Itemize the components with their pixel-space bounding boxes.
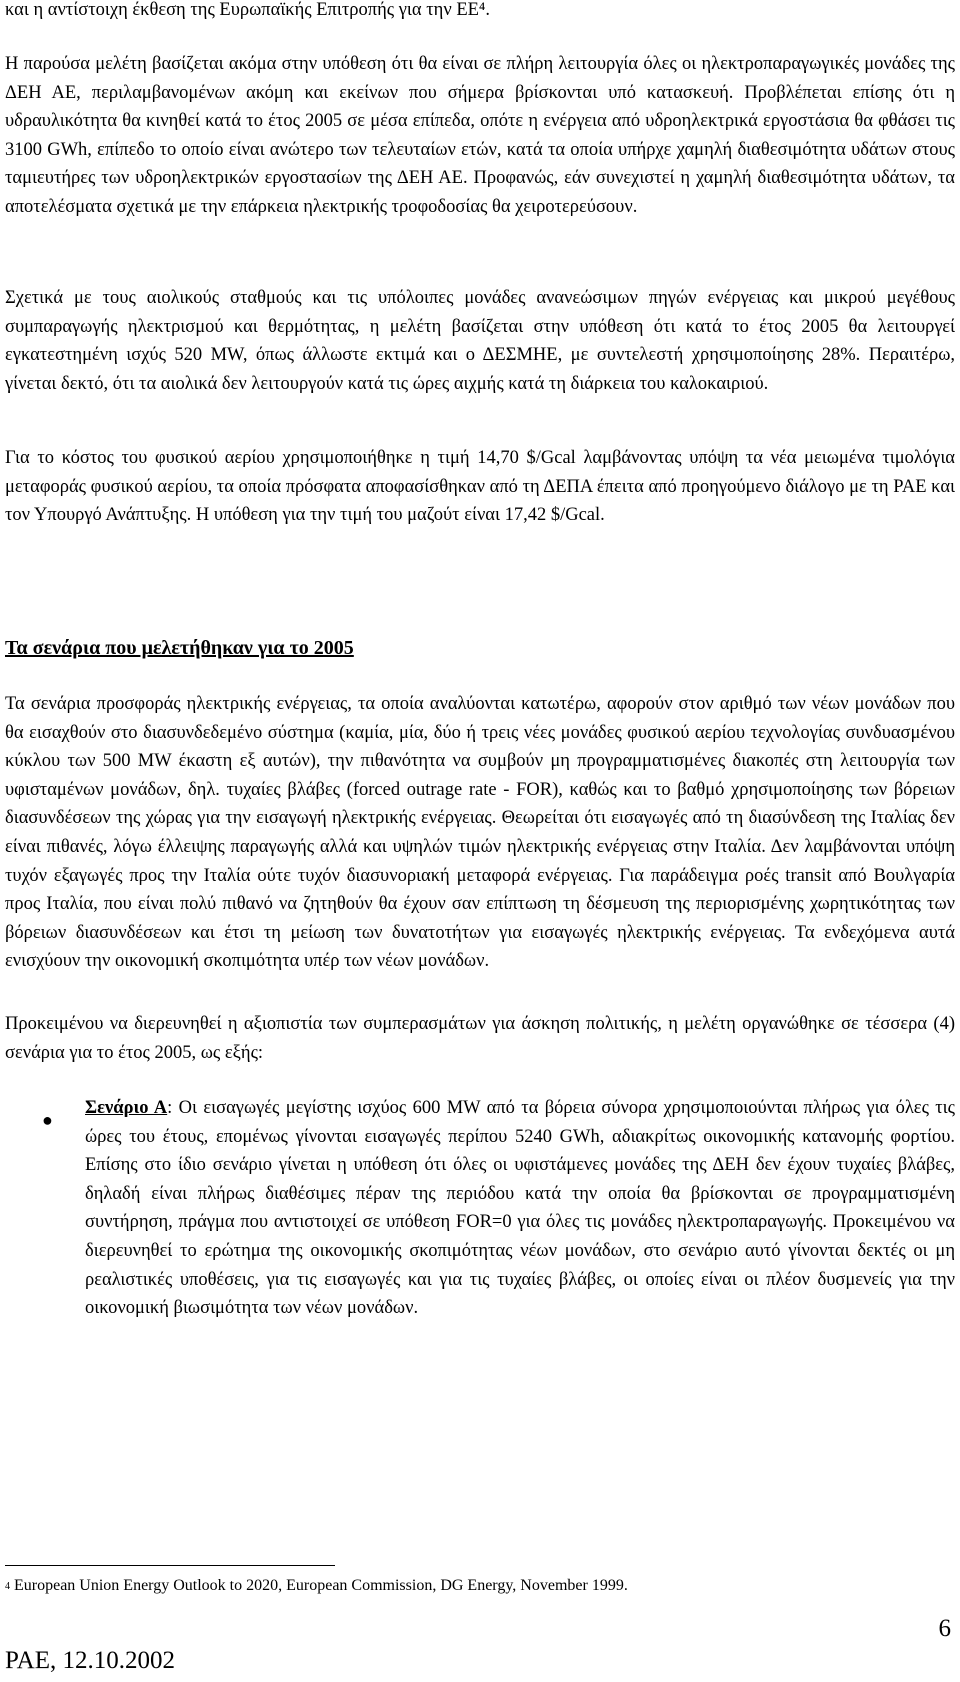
footnote-marker: 4 bbox=[5, 1581, 10, 1592]
footnote bbox=[5, 1575, 955, 1597]
paragraph-intro: και η αντίστοιχη έκθεση της Ευρωπαϊκής Επιτροπής για την ΕΕ⁴. bbox=[5, 0, 490, 20]
paragraph-gas-cost: Για το κόστος του φυσικού αερίου χρησιμοποιήθηκε η τιμή 14,70 $/Gcal λαμβάνοντας υπόψη τα νέα μειωμένα τιμολόγια μεταφοράς φυσικού αερίου, τα οποία πρόσφατα αποφασίσθηκαν από τη ΔΕΠΑ έπειτα από προηγούμενο διάλογο με τη ΡΑΕ και τον Υπουργό Ανάπτυξης. Η υπόθεση για την τιμή του μαζούτ είναι 17,42 $/Gcal. bbox=[5, 448, 955, 526]
paragraph-wind: Σχετικά με τους αιολικούς σταθμούς και τις υπόλοιπες μονάδες ανανεώσιμων πηγών ενέργειας και μικρού μεγέθους συμπαραγωγής ηλεκτρισμού και θερμότητας, η μελέτη βασίζεται στην υπόθεση ότι κατά το έτος 2005 θα λειτουργεί εγκατεστημένη ισχύς 520 MW, όπως άλλωστε εκτιμά και ο ΔΕΣΜΗΕ, με συντελεστή χρησιμοποίησης 28%. Περαιτέρω, γίνεται δεκτό, ότι τα αιολικά δεν λειτουργούν κατά τις ώρες αιχμής κατά τη διάρκεια του καλοκαιριού. bbox=[5, 288, 955, 394]
paragraph-scenarios: Τα σενάρια προσφοράς ηλεκτρικής ενέργειας, τα οποία αναλύονται κατωτέρω, αφορούν στον αριθμό των νέων μονάδων που θα εισαχθούν στο διασυνδεδεμένο σύστημα (καμία, μία, δύο ή τρεις νέες μονάδες φυσικού αερίου τεχνολογίας συνδυασμένου κύκλου των 500 MW έκαστη εξ αυτών), την πιθανότητα να συμβούν μη προγραμματισμένες διακοπές στη λειτουργία των υφισταμένων μονάδων, δηλ. τυχαίες βλάβες (forced outrage rate - FOR), καθώς και το βαθμό χρησιμοποίησης των βόρειων διασυνδέσεων της χώρας για την εισαγωγή ηλεκτρικής ενέργειας. Θεωρείται ότι εισαγωγές από τη διασύνδεση της Ιταλίας δεν είναι πιθανές, λόγω έλλειψης παραγωγής αλλά και υψηλών τιμών ηλεκτρικής ενέργειας στην Ιταλία. Δεν λαμβάνονται υπόψη τυχόν εξαγωγές προς την Ιταλία ούτε τυχόν διασυνοριακή μεταφορά ενέργειας. Για παράδειγμα ροές transit από Βουλγαρία προς Ιταλία, που είναι πολύ πιθανό να ζητηθούν θα έχουν σαν επίπτωση τη δέσμευση της περιορισμένης χωρητικότητας των βόρειων διασυνδέσεων και έτσι τη μείωση των δυνατοτήτων για εισαγωγές ηλεκτρικής ενέργειας. Τα ενδεχόμενα αυτά ενισχύουν την οικονομική σκοπιμότητα υπέρ των νέων μονάδων. bbox=[5, 694, 955, 972]
footnote-divider bbox=[5, 1565, 335, 1566]
bullet-scenario-a bbox=[85, 1094, 955, 1323]
section-heading: Τα σενάρια που μελετήθηκαν για το 2005 bbox=[5, 637, 354, 659]
page-number: 6 bbox=[938, 1615, 951, 1642]
footnote-text: European Union Energy Outlook to 2020, European Commission, DG Energy, November 1999. bbox=[10, 1577, 628, 1594]
footer-date: ΡΑΕ, 12.10.2002 bbox=[5, 1647, 175, 1674]
paragraph-reliability: Προκειμένου να διερευνηθεί η αξιοπιστία των συμπερασμάτων για άσκηση πολιτικής, η μελέτη οργανώθηκε σε τέσσερα (4) σενάρια για το έτος 2005, ως εξής: bbox=[5, 1014, 955, 1063]
scenario-text: : Οι εισαγωγές μεγίστης ισχύος 600 MW από τα βόρεια σύνορα χρησιμοποιούνται πλήρως για όλες τις ώρες του έτους, επομένως γίνονται εισαγωγές περίπου 5240 GWh, αδιακρίτως οικονομικής κατανομής φορτίου. Επίσης στο ίδιο σενάριο γίνεται η υπόθεση ότι όλες οι υφιστάμενες μονάδες της ΔΕΗ δεν έχουν τυχαίες βλάβες, δηλαδή είναι πλήρως διαθέσιμες πέραν της περιόδου κατά την οποία θα βρίσκονται σε προγραμματισμένη συντήρηση, πράγμα που αντιστοιχεί σε υπόθεση FOR=0 για όλες τις μονάδες ηλεκτροπαραγωγής. Προκειμένου να διερευνηθεί το ερώτημα της οικονομικής σκοπιμότητας νέων μονάδων, στο σενάριο αυτό γίνονται δεκτές οι μη ρεαλιστικές υποθέσεις, για τις εισαγωγές και για τις τυχαίες βλάβες, οι οποίες είναι οι πλέον δυσμενείς για την οικονομική βιωσιμότητα των νέων μονάδων. bbox=[85, 1098, 955, 1319]
paragraph-hydro: Η παρούσα μελέτη βασίζεται ακόμα στην υπόθεση ότι θα είναι σε πλήρη λειτουργία όλες οι ηλεκτροπαραγωγικές μονάδες της ΔΕΗ ΑΕ, περιλαμβανομένων ακόμη και εκείνων που σήμερα βρίσκονται υπό κατασκευή. Προβλέπεται επίσης ότι η υδραυλικότητα θα κινηθεί κατά το έτος 2005 σε μέσα επίπεδα, οπότε η ενέργεια από υδροηλεκτρικά εργοστάσια θα φθάσει τις 3100 GWh, επίπεδο το οποίο είναι ανώτερο των τελευταίων ετών, κατά τα οποία υπήρχε χαμηλή διαθεσιμότητα υδάτων στους ταμιευτήρες των υδροηλεκτρικών εργοστασίων της ΔΕΗ ΑΕ. Προφανώς, εάν συνεχιστεί η χαμηλή διαθεσιμότητα υδάτων, τα αποτελέσματα σχετικά με την επάρκεια ηλεκτρικής τροφοδοσίας θα χειροτερεύσουν. bbox=[5, 54, 955, 217]
bullet-icon: ● bbox=[42, 1110, 53, 1130]
scenario-label: Σενάριο Α bbox=[85, 1098, 168, 1118]
